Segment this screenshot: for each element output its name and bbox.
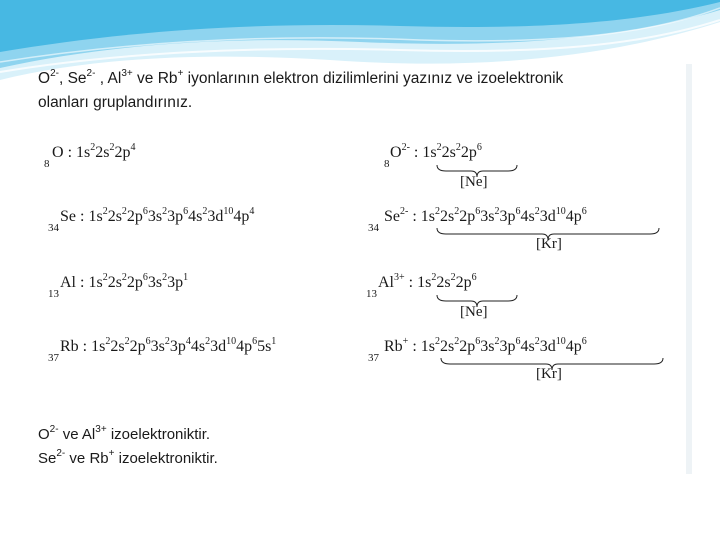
orbital: 4p bbox=[565, 338, 582, 355]
orbital: 3d bbox=[210, 338, 227, 355]
noble-gas-kr-2: [Kr] bbox=[536, 366, 562, 382]
electron-count: 2 bbox=[435, 336, 440, 347]
orbital: 2s bbox=[440, 338, 455, 355]
orbital: 3d bbox=[539, 208, 556, 225]
electron-count: 2 bbox=[455, 142, 461, 153]
orbital: 4s bbox=[520, 208, 535, 225]
atom-se-config: 34 Se : $1s^22s^22p^63s^23p^64s^23d^{10}4p^4$ bbox=[48, 206, 255, 234]
electron-count: 4 bbox=[130, 142, 136, 153]
electron-configuration bbox=[88, 208, 254, 225]
orbital: 4s bbox=[520, 338, 535, 355]
orbital: 2p bbox=[126, 274, 143, 291]
electron-count: 2 bbox=[121, 206, 127, 217]
orbital: 3d bbox=[539, 338, 556, 355]
electron-count: 2 bbox=[436, 142, 442, 153]
orbital: 2p bbox=[455, 274, 472, 291]
orbital: 1s bbox=[417, 274, 432, 291]
electron-count: 2 bbox=[105, 336, 111, 347]
electron-count: 6 bbox=[476, 142, 482, 153]
electron-count: 6 bbox=[142, 272, 148, 283]
electron-configuration bbox=[91, 338, 276, 355]
orbital: 4s bbox=[190, 338, 206, 355]
electron-count: 10 bbox=[223, 206, 234, 217]
orbital: 3d bbox=[207, 208, 224, 225]
electron-count: 2 bbox=[162, 272, 168, 283]
noble-gas-ne-1: [Ne] bbox=[460, 174, 488, 190]
electron-count: 2 bbox=[205, 336, 211, 347]
orbital: 2s bbox=[436, 274, 451, 291]
electron-count: 2 bbox=[164, 336, 170, 347]
electron-count: 2 bbox=[494, 336, 500, 347]
ion-o-config: 8 $O^{2-}$ : $1s^22s^22p^6$ bbox=[384, 142, 482, 170]
orbital: 2p bbox=[114, 144, 131, 161]
orbital: 3s bbox=[147, 274, 163, 291]
electron-count: 2 bbox=[102, 206, 108, 217]
electron-count: 6 bbox=[515, 336, 521, 347]
electron-count: 4 bbox=[185, 336, 191, 347]
question-line-2: olanları gruplandırınız. bbox=[38, 94, 193, 111]
ion-se-config: 34 $Se^{2-}$ : $1s^22s^22p^63s^23p^64s^23d^{10}4p^6$ bbox=[368, 206, 587, 234]
orbital: 4p bbox=[236, 338, 253, 355]
orbital: 4p bbox=[565, 208, 582, 225]
electron-count: 6 bbox=[475, 336, 481, 347]
orbital: 3s bbox=[150, 338, 165, 355]
orbital: 1s bbox=[422, 144, 437, 161]
electron-count: 2 bbox=[454, 206, 460, 217]
orbital: 3s bbox=[480, 338, 495, 355]
orbital: 2s bbox=[107, 274, 122, 291]
electron-count: 2 bbox=[90, 142, 96, 153]
noble-gas-ne-2: [Ne] bbox=[460, 304, 488, 320]
electron-count: 6 bbox=[581, 206, 587, 217]
electron-count: 10 bbox=[226, 336, 237, 347]
orbital: 4p bbox=[233, 208, 250, 225]
electron-count: 10 bbox=[555, 206, 566, 217]
orbital: 4s bbox=[188, 208, 203, 225]
electron-count: 2 bbox=[454, 336, 460, 347]
orbital: 3s bbox=[147, 208, 163, 225]
electron-count: 2 bbox=[431, 272, 437, 283]
orbital: 1s bbox=[76, 144, 91, 161]
electron-count: 2 bbox=[435, 206, 441, 217]
orbital: 1s bbox=[88, 208, 103, 225]
electron-count: 6 bbox=[515, 206, 521, 217]
electron-count: 2 bbox=[162, 206, 168, 217]
electron-count: 2 bbox=[124, 336, 130, 347]
electron-configuration bbox=[76, 144, 135, 161]
electron-count: 2 bbox=[450, 272, 456, 283]
electron-count: 2 bbox=[109, 142, 115, 153]
electron-count: 6 bbox=[183, 206, 189, 217]
electron-count: 1 bbox=[271, 336, 277, 347]
electron-count: 2 bbox=[534, 206, 540, 217]
orbital: 3p bbox=[167, 208, 184, 225]
electron-count: 6 bbox=[145, 336, 151, 347]
electron-count: 6 bbox=[475, 206, 481, 217]
orbital: 3p bbox=[167, 274, 184, 291]
atom-rb-config: 37 Rb : $1s^22s^22p^63s^23p^44s^23d^{10}4p^65s^1$ bbox=[48, 336, 277, 364]
orbital: 3s bbox=[480, 208, 495, 225]
electron-count: 2 bbox=[494, 206, 500, 217]
electron-count: 1 bbox=[183, 272, 189, 283]
electron-count: 4 bbox=[249, 206, 255, 217]
orbital: 3p bbox=[169, 338, 186, 355]
orbital: 5s bbox=[257, 338, 272, 355]
electron-configuration bbox=[422, 144, 481, 161]
orbital: 2p bbox=[459, 338, 476, 355]
orbital: 2p bbox=[126, 208, 143, 225]
orbital: 1s bbox=[420, 208, 436, 225]
orbital: 3p bbox=[499, 208, 516, 225]
orbital: 2s bbox=[441, 144, 456, 161]
electron-count: 10 bbox=[555, 336, 566, 347]
conclusion-line-1: $O^{2-}$ ve $Al^{3+}$ izoelektroniktir. bbox=[38, 424, 211, 443]
atom-o-config: 8 O : $1s^22s^22p^4$ bbox=[44, 142, 136, 170]
question-line-1: $O^{2-}$, $Se^{2-}$ , $Al^{3+}$ ve Rb+ iyonlarının elektron dizilimlerini yazınız ve izoelektronik bbox=[38, 68, 564, 87]
electron-count: 2 bbox=[534, 336, 540, 347]
ion-al-config: 13 $Al^{3+}$ : $1s^22s^22p^6$ bbox=[366, 272, 477, 300]
electron-count: 6 bbox=[252, 336, 258, 347]
conclusion-line-2: $Se^{2-}$ ve Rb+ izoelektroniktir. bbox=[38, 448, 218, 467]
atom-al-config: 13 Al : $1s^22s^22p^63s^23p^1$ bbox=[48, 272, 189, 300]
electron-count: 2 bbox=[102, 272, 108, 283]
electron-configuration bbox=[421, 208, 587, 225]
orbital: 1s bbox=[91, 338, 106, 355]
orbital: 2p bbox=[459, 208, 476, 225]
electron-count: 2 bbox=[121, 272, 127, 283]
orbital: 2s bbox=[440, 208, 455, 225]
electron-configuration bbox=[417, 274, 476, 291]
orbital: 2p bbox=[129, 338, 146, 355]
orbital: 2p bbox=[460, 144, 477, 161]
orbital: 3p bbox=[499, 338, 516, 355]
orbital: 1s bbox=[420, 338, 435, 355]
noble-gas-kr-1: [Kr] bbox=[536, 236, 562, 252]
electron-count: 6 bbox=[471, 272, 477, 283]
electron-count: 6 bbox=[142, 206, 148, 217]
ion-rb-config: 37 Rb+ : $1s^22s^22p^63s^23p^64s^23d^{10}4p^6$ bbox=[368, 336, 587, 364]
orbital: 2s bbox=[107, 208, 122, 225]
electron-configuration bbox=[88, 274, 188, 291]
electron-count: 2 bbox=[202, 206, 208, 217]
electron-count: 6 bbox=[581, 336, 587, 347]
orbital: 2s bbox=[110, 338, 125, 355]
worksheet bbox=[28, 62, 692, 474]
orbital: 1s bbox=[88, 274, 103, 291]
orbital: 2s bbox=[95, 144, 110, 161]
electron-configuration bbox=[421, 338, 587, 355]
